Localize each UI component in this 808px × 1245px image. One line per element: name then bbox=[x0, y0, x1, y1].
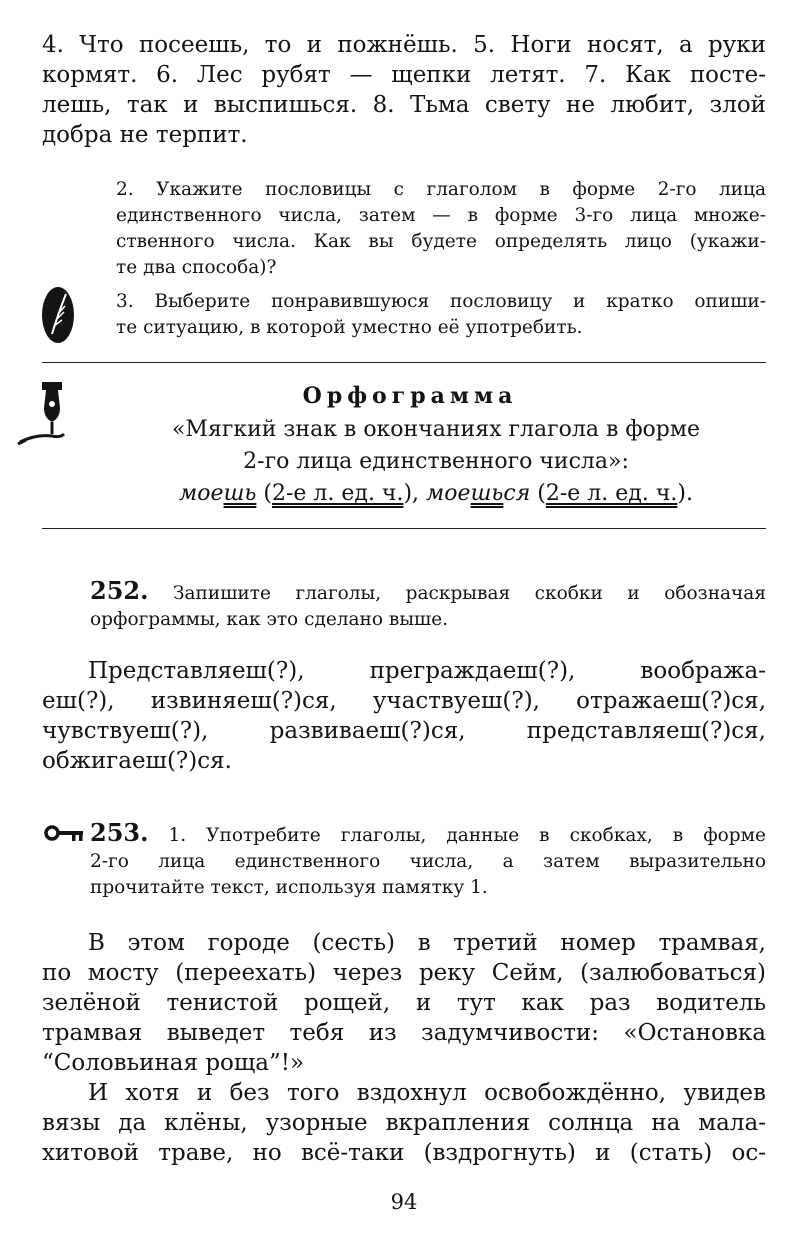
orthogram-line: «Мягкий знак в окончаниях глагола в форме bbox=[171, 417, 701, 442]
text-line: “Соловьиная роща”!» bbox=[42, 1050, 305, 1076]
example-ending: шь bbox=[470, 481, 504, 506]
text-line: хитовой траве, но всё-таки (вздрогнуть) и (стать) ос- bbox=[42, 1140, 766, 1166]
text-line: 2-го лица единственного числа, а затем выразительно bbox=[90, 851, 766, 872]
exercise-number: 252. bbox=[90, 576, 149, 605]
text-line: И хотя и без того вздохнул освобождённо, увидев bbox=[88, 1080, 766, 1106]
example-note: 2-е л. ед. ч. bbox=[545, 481, 678, 506]
text-line: добра не терпит. bbox=[42, 122, 248, 148]
text-line: еш(?), извиняеш(?)ся, участвуеш(?), отражаеш(?)ся, bbox=[42, 688, 766, 714]
text-line: те ситуацию, в которой уместно её употребить. bbox=[116, 317, 583, 338]
text-line: вязы да клёны, узорные вкрапления солнца на мала- bbox=[42, 1110, 766, 1136]
text-line: 1. Употребите глаголы, данные в скобках, в форме bbox=[168, 825, 766, 846]
proverbs-paragraph bbox=[42, 30, 766, 150]
text-line: 4. Что посеешь, то и пожнёшь. 5. Ноги носят, а руки bbox=[42, 32, 766, 58]
example-suffix: ся bbox=[503, 481, 531, 506]
text-line: кормят. 6. Лес рубят — щепки летят. 7. Как посте- bbox=[42, 62, 766, 88]
text-line: чувствуеш(?), развиваеш(?)ся, представляеш(?)ся, bbox=[42, 718, 766, 744]
text-line: 3. Выберите понравившуюся пословицу и кратко опиши- bbox=[116, 291, 766, 312]
text-line: 2. Укажите пословицы с глаголом в форме 2-го лица bbox=[116, 179, 766, 200]
text-line: трамвая выведет тебя из задумчивости: «Остановка bbox=[42, 1020, 766, 1046]
page-number: 94 bbox=[390, 1190, 418, 1214]
text-line: обжигаеш(?)ся. bbox=[42, 748, 232, 774]
exercise-252-instruction bbox=[90, 578, 766, 633]
text-line: зелёной тенистой рощей, и тут как раз водитель bbox=[42, 990, 766, 1016]
example-word-stem: мое bbox=[426, 481, 471, 506]
exercise-252-words bbox=[42, 656, 766, 776]
text-line: ственного числа. Как вы будете определять лицо (укажи- bbox=[116, 231, 766, 252]
key-icon bbox=[44, 823, 86, 843]
divider bbox=[42, 528, 766, 529]
example-ending: шь bbox=[223, 481, 257, 506]
text-line: Запишите глаголы, раскрывая скобки и обозначая bbox=[173, 583, 766, 604]
orthogram-examples: моешь (2-е л. ед. ч.), моешься (2-е л. ед. ч.). bbox=[179, 481, 693, 506]
text-line: единственного числа, затем — в форме 3-го лица множе- bbox=[116, 205, 766, 226]
example-note: 2-е л. ед. ч. bbox=[271, 481, 404, 506]
text-line: прочитайте текст, используя памятку 1. bbox=[90, 877, 488, 898]
text-line: орфограммы, как это сделано выше. bbox=[90, 609, 449, 630]
exercise-253-text bbox=[42, 928, 766, 1168]
feather-icon bbox=[38, 284, 80, 346]
orthogram-heading: Орфограмма bbox=[302, 383, 518, 409]
divider bbox=[42, 362, 766, 363]
exercise-number: 253. bbox=[90, 818, 149, 847]
inkwell-pen-icon bbox=[16, 378, 78, 456]
text-line: лешь, так и выспишься. 8. Тьма свету не любит, злой bbox=[42, 92, 766, 118]
orthogram-line: 2-го лица единственного числа»: bbox=[243, 449, 629, 474]
task-3 bbox=[116, 289, 766, 341]
orthogram-rule bbox=[96, 414, 776, 510]
text-line: В этом городе (сесть) в третий номер трамвая, bbox=[88, 930, 766, 956]
example-word-stem: мое bbox=[179, 481, 224, 506]
text-line: Представляеш(?), преграждаеш(?), воображa- bbox=[88, 658, 766, 684]
task-2 bbox=[116, 177, 766, 281]
text-line: те два способа)? bbox=[116, 257, 277, 278]
exercise-253-instruction bbox=[90, 820, 766, 901]
text-line: по мосту (переехать) через реку Сейм, (залюбоваться) bbox=[42, 960, 766, 986]
